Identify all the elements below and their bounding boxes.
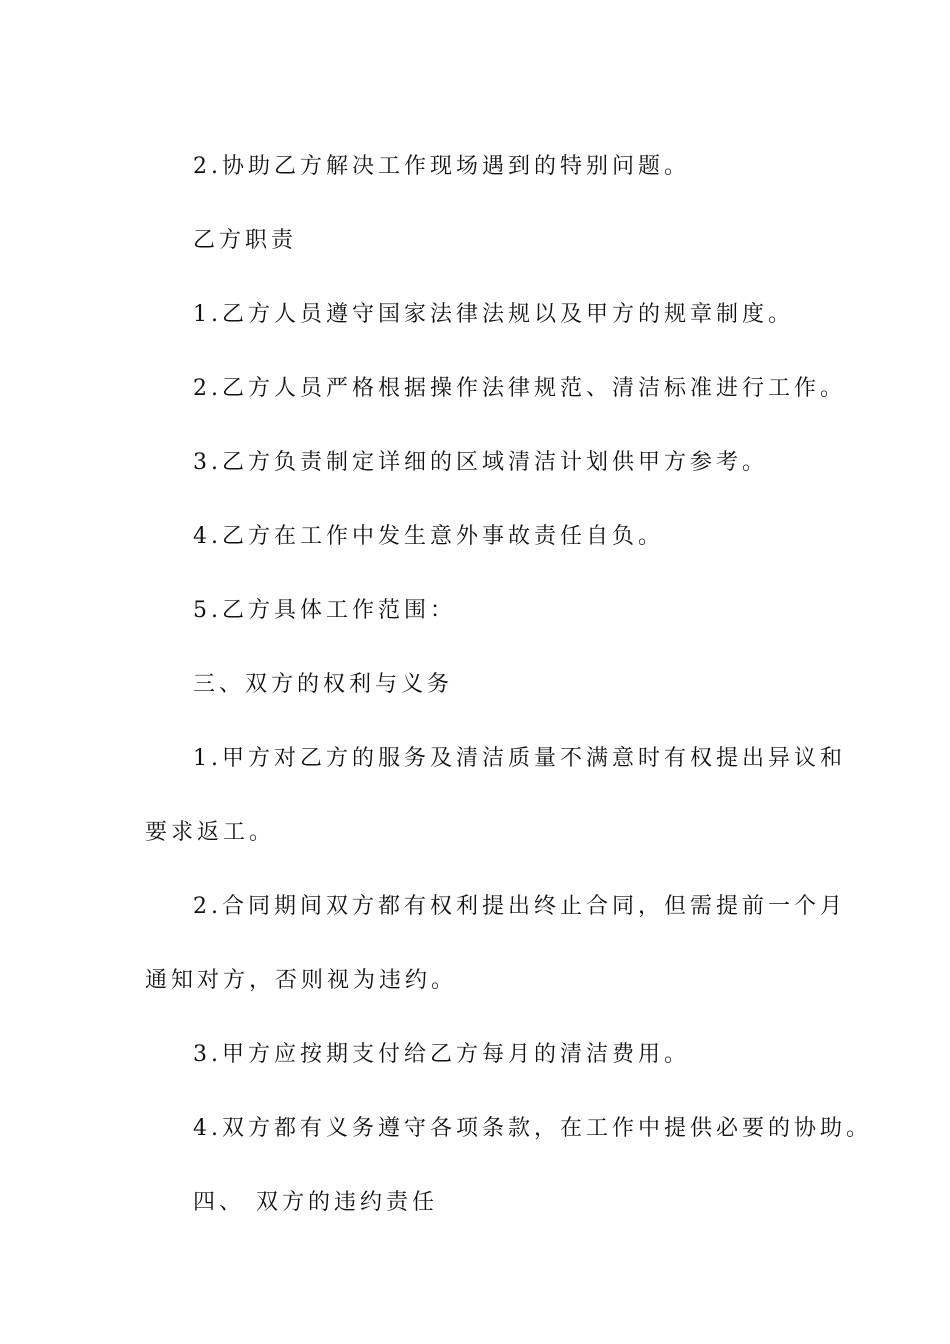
paragraph-rights-1-line-1: 1.甲方对乙方的服务及清洁质量不满意时有权提出异议和	[193, 746, 846, 771]
paragraph-duty-5: 5.乙方具体工作范围：	[193, 598, 456, 623]
paragraph-rights-2-line-1: 2.合同期间双方都有权利提出终止合同，但需提前一个月	[193, 894, 846, 919]
paragraph-rights-3: 3.甲方应按期支付给乙方每月的清洁费用。	[193, 1042, 690, 1067]
section-heading-yifang-duties: 乙方职责	[193, 228, 298, 253]
section-heading-breach-liability: 四、 双方的违约责任	[193, 1190, 438, 1215]
paragraph-duty-2: 2.乙方人员严格根据操作法律规范、清洁标准进行工作。	[193, 376, 846, 401]
document-body	[145, 130, 872, 1240]
section-heading-rights-obligations: 三、双方的权利与义务	[193, 672, 454, 697]
paragraph-duty-3: 3.乙方负责制定详细的区域清洁计划供甲方参考。	[193, 450, 768, 475]
paragraph-duty-1: 1.乙方人员遵守国家法律法规以及甲方的规章制度。	[193, 302, 794, 327]
paragraph-rights-1-line-2: 要求返工。	[145, 820, 276, 845]
paragraph-rights-4: 4.双方都有义务遵守各项条款，在工作中提供必要的协助。	[193, 1116, 872, 1141]
paragraph-rights-2-line-2: 通知对方，否则视为违约。	[145, 968, 458, 993]
paragraph-duty-4: 4.乙方在工作中发生意外事故责任自负。	[193, 524, 664, 549]
paragraph-assist-yifang: 2.协助乙方解决工作现场遇到的特别问题。	[193, 154, 690, 179]
